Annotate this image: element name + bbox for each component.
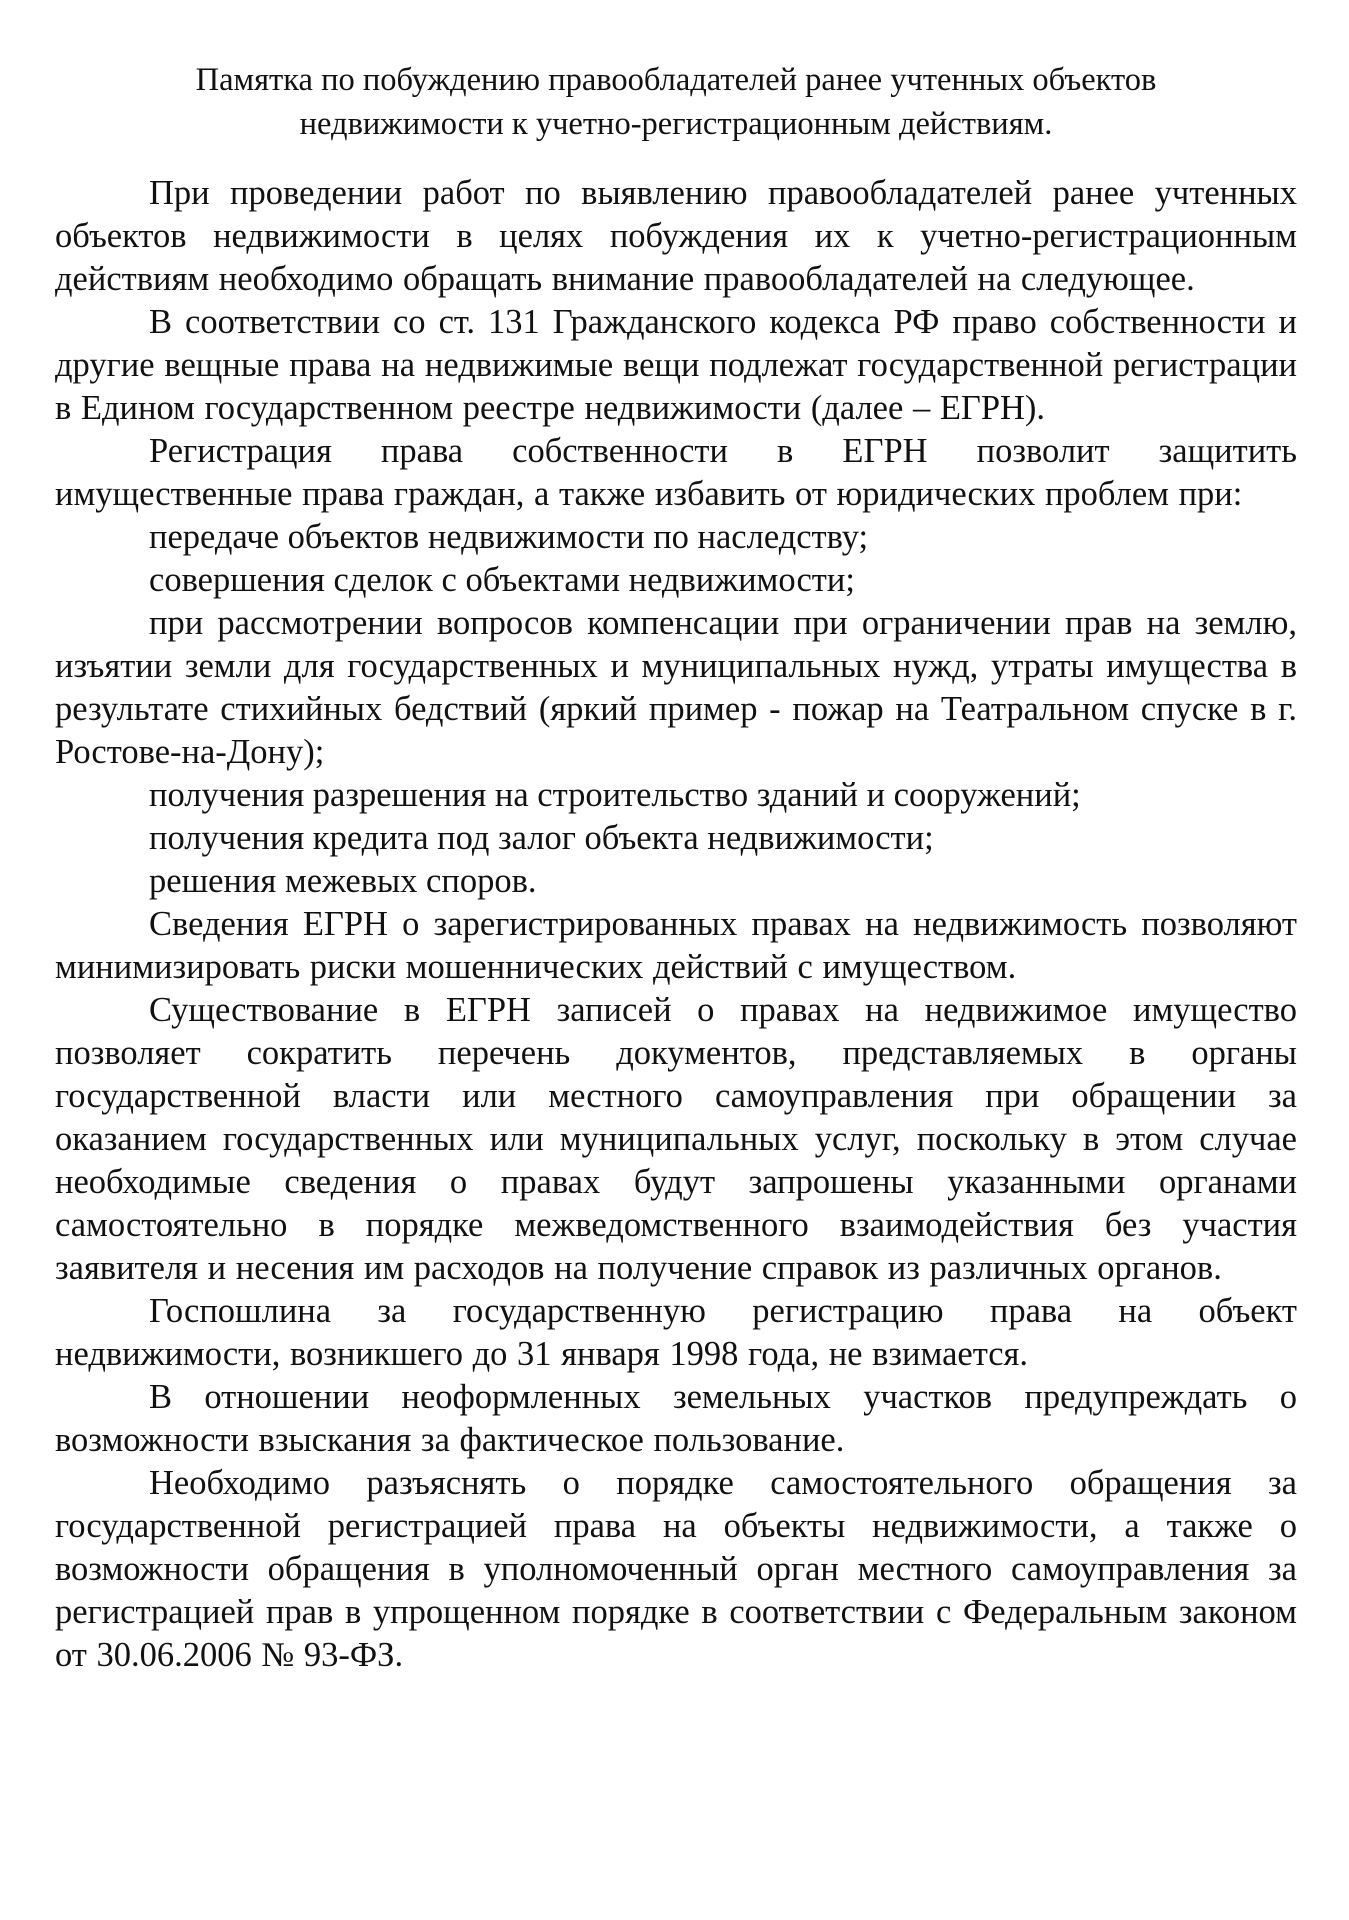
title-line-1: Памятка по побуждению правообладателей ранее учтенных объектов [195, 62, 1157, 98]
paragraph-civil-code: В соответствии со ст. 131 Гражданского кодекса РФ право собственности и другие вещные права на недвижимые вещи подлежат государственной регистрации в Едином государственном реестре недвижимости (далее – ЕГРН). [55, 303, 1297, 427]
list-item: решения межевых споров. [149, 862, 537, 900]
paragraph-egrn-records: Существование в ЕГРН записей о правах на недвижимое имущество позволяет сократить перечень документов, представляемых в органы государственной власти или местного самоуправления при обращении за оказанием государственных или муниципальных услуг, поскольку в этом случае необходимые сведения о правах будут запрошены указанными органами самостоятельно в порядке межведомственного взаимодействия без участия заявителя и несения им расходов на получение справок из различных органов. [55, 991, 1297, 1287]
list-item: совершения сделок с объектами недвижимости; [149, 561, 855, 599]
title-line-2: недвижимости к учетно-регистрационным действиям. [299, 106, 1053, 142]
paragraph-state-duty: Госпошлина за государственную регистрацию права на объект недвижимости, возникшего до 31 января 1998 года, не взимается. [55, 1292, 1297, 1373]
list-item: при рассмотрении вопросов компенсации при ограничении прав на землю, изъятии земли для государственных и муниципальных нужд, утраты имущества в результате стихийных бедствий (яркий пример - пожар на Театральном спуске в г. Ростове-на-Дону); [55, 604, 1297, 771]
list-item: получения кредита под залог объекта недвижимости; [149, 819, 934, 857]
paragraph-self-application: Необходимо разъяснять о порядке самостоятельного обращения за государственной регистрацией права на объекты недвижимости, а также о возможности обращения в уполномоченный орган местного самоуправления за регистрацией прав в упрощенном порядке в соответствии с Федеральным законом от 30.06.2006 № 93-ФЗ. [55, 1464, 1297, 1674]
document-page [55, 58, 1297, 1677]
paragraph-land-plots: В отношении неоформленных земельных участков предупреждать о возможности взыскания за фактическое пользование. [55, 1378, 1297, 1459]
list-item: передаче объектов недвижимости по наследству; [149, 518, 869, 556]
list-item: получения разрешения на строительство зданий и сооружений; [149, 776, 1081, 814]
paragraph-registration-benefits: Регистрация права собственности в ЕГРН позволит защитить имущественные права граждан, а также избавить от юридических проблем при: [55, 432, 1297, 513]
paragraph-intro: При проведении работ по выявлению правообладателей ранее учтенных объектов недвижимости в целях побуждения их к учетно-регистрационным действиям необходимо обращать внимание правообладателей на следующее. [55, 174, 1297, 298]
document-title [55, 58, 1297, 146]
paragraph-egrn-info: Сведения ЕГРН о зарегистрированных правах на недвижимость позволяют минимизировать риски мошеннических действий с имуществом. [55, 905, 1297, 986]
